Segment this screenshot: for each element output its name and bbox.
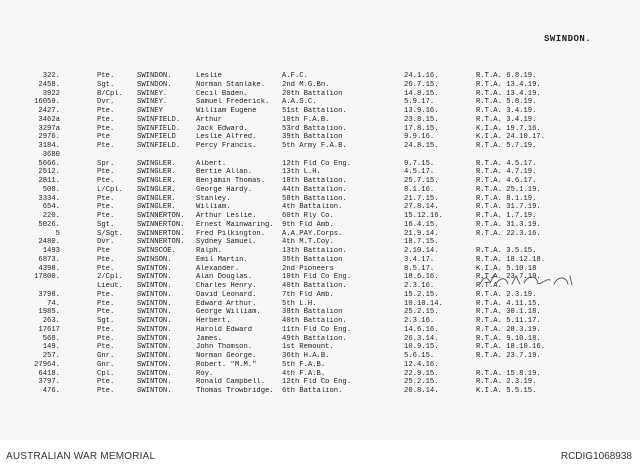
rank-cell: Dvr. (97, 238, 115, 247)
unit-cell: 5th L.H. (282, 299, 317, 308)
given-names-cell: George William. (196, 308, 261, 317)
unit-cell: 4th M.T.Coy. (282, 238, 334, 247)
surname-cell: SWINGLER. (137, 203, 176, 212)
given-names-cell: Percy Francis. (196, 142, 257, 150)
service-number-cell: 654. (42, 203, 60, 212)
enlistment-date-cell: 5.9.17. (404, 98, 435, 107)
service-number-cell: 2976. (38, 133, 60, 142)
surname-cell: SWINTON. (137, 387, 172, 395)
rank-cell: 2/Cpl. (97, 273, 123, 282)
surname-cell: SWINTON. (137, 360, 172, 369)
unit-cell: 9th Fld Amb. (282, 220, 334, 229)
table-row (0, 195, 640, 204)
rank-cell: Pte. (97, 124, 115, 133)
enlistment-date-cell: 25.2.15. (404, 378, 439, 387)
table-row (0, 107, 640, 116)
enlistment-date-cell: 23.8.15. (404, 115, 439, 124)
table-row (0, 378, 640, 387)
service-number-cell: 2811. (38, 177, 60, 185)
rank-cell: Pte. (97, 325, 115, 334)
surname-cell: SWINTON. (137, 325, 172, 334)
fate-cell: R.T.A. 2.3.19. (476, 290, 537, 299)
given-names-cell: Charles Henry. (196, 282, 257, 290)
service-number-cell: 1985. (38, 308, 60, 317)
footer-archive-name: AUSTRALIAN WAR MEMORIAL (6, 451, 156, 462)
surname-cell: SWINGLER. (137, 168, 176, 177)
table-row (0, 203, 640, 212)
surname-cell: SWINNERTON. (137, 220, 185, 229)
unit-cell: A.A.PAY.Corps. (282, 229, 343, 238)
enlistment-date-cell: 15.2.15. (404, 290, 439, 299)
surname-cell: SWINFIELD. (137, 115, 181, 124)
given-names-cell: Herbert. (196, 317, 231, 325)
unit-cell: 10th Fld Co Eng. (282, 273, 352, 282)
given-names-cell: Norman Stanlake. (196, 80, 266, 89)
surname-cell: SWINTON. (137, 317, 172, 325)
unit-cell: 13th Battalion. (282, 247, 347, 255)
service-number-cell: 2480. (38, 238, 60, 247)
table-row (0, 98, 640, 107)
surname-cell: SWINNERTON. (137, 238, 185, 247)
unit-cell: 35th Battalion (282, 255, 343, 264)
fate-cell: R.T.A. 15.8.19. (476, 369, 541, 378)
unit-cell: 60th Rly Co. (282, 212, 334, 220)
table-row (0, 116, 640, 125)
surname-cell: SWINSON. (137, 255, 172, 264)
given-names-cell: Robert. "M.M." (196, 360, 257, 369)
unit-cell: 49th Battalion. (282, 334, 347, 343)
fate-cell: R.T.A. 18.12.18. (476, 255, 546, 264)
fate-cell: R.T.A. 23.7.19. (476, 273, 541, 282)
fate-cell: R.T.A. 13.4.19. (476, 89, 541, 98)
rank-cell: Sgt. (97, 317, 115, 325)
table-row (0, 212, 640, 221)
fate-cell: R.T.A. 5.11.17. (476, 317, 541, 325)
fate-cell: R.T.A. 3.4.19. (476, 107, 537, 115)
rank-cell: Sgt. (97, 80, 115, 89)
table-row (0, 361, 640, 370)
given-names-cell: James. (196, 334, 222, 343)
surname-cell: SWINGLER. (137, 185, 176, 194)
fate-cell: K.I.A. 19.7.16. (476, 124, 541, 133)
surname-cell: SWINTON. (137, 282, 172, 290)
service-number-cell: 5 (55, 229, 60, 238)
rank-cell: Pte. (97, 334, 115, 343)
table-row (0, 317, 640, 326)
rank-cell: B/Cpl. (97, 89, 123, 98)
service-number-cell: 263. (42, 317, 60, 325)
given-names-cell: Fred Pilkington. (196, 229, 266, 238)
enlistment-date-cell: 16.4.15. (404, 220, 439, 229)
given-names-cell: Edward Arthur. (196, 299, 257, 308)
given-names-cell: Cecil Baden. (196, 89, 248, 98)
given-names-cell: Norman George. (196, 352, 257, 360)
service-number-cell: 16059. (34, 98, 60, 107)
enlistment-date-cell: 2.3.16. (404, 317, 435, 325)
unit-cell: 36th H.A.B. (282, 352, 330, 360)
rank-cell: S/Sgt. (97, 229, 123, 238)
rank-cell: Pte. (97, 203, 115, 212)
service-number-cell: 6418. (38, 369, 60, 378)
unit-cell: 38th Battalion (282, 308, 343, 317)
unit-cell: 51st Battalion. (282, 107, 347, 115)
enlistment-date-cell: 2.10.14. (404, 247, 439, 255)
rank-cell: Pte. (97, 343, 115, 352)
unit-cell: 53rd Battalion. (282, 124, 347, 133)
nominal-roll-list (0, 72, 640, 396)
table-row (0, 133, 640, 142)
enlistment-date-cell: 18.7.15. (404, 238, 439, 247)
fate-cell: K.I.A. 24.10.17. (476, 133, 546, 142)
given-names-cell: George Hardy. (196, 185, 253, 194)
fate-cell: R.T.A. (476, 282, 502, 290)
fate-cell: R.T.A. 22.3.16. (476, 229, 541, 238)
rank-cell: Sgt. (97, 220, 115, 229)
fate-cell: R.T.A. 30.1.18. (476, 308, 541, 317)
enlistment-date-cell: 9.9.16. (404, 133, 435, 142)
enlistment-date-cell: 21.7.15. (404, 194, 439, 203)
surname-cell: SWINTON. (137, 369, 172, 378)
service-number-cell: 3462a (38, 115, 60, 124)
enlistment-date-cell: 26.3.14. (404, 334, 439, 343)
enlistment-date-cell: 14.6.16. (404, 325, 439, 334)
given-names-cell: John Thomson. (196, 343, 253, 352)
table-row (0, 81, 640, 90)
table-row (0, 335, 640, 344)
rank-cell: Pte (97, 133, 110, 142)
footer-record-id: RCDIG1068938 (560, 451, 632, 462)
fate-cell: K.I.A. 5.10.18 (476, 264, 537, 273)
fate-cell: R.T.A. 18.10.16. (476, 343, 546, 352)
given-names-cell: Ralph. (196, 247, 222, 255)
service-number-cell: 74. (47, 299, 60, 308)
enlistment-date-cell: 17.8.15. (404, 124, 439, 133)
given-names-cell: Alan Douglas. (196, 273, 253, 282)
service-number-cell: 5666. (38, 159, 60, 168)
unit-cell: 4th F.A.B. (282, 369, 326, 378)
given-names-cell: Benjamin Thomas. (196, 177, 266, 185)
enlistment-date-cell: 9.7.15. (404, 159, 435, 168)
enlistment-date-cell: 12.4.16. (404, 360, 439, 369)
unit-cell: 40th Battalion. (282, 317, 347, 325)
given-names-cell: Ernest Mainwaring. (196, 220, 274, 229)
rank-cell: Pte. (97, 290, 115, 299)
service-number-cell: 6873. (38, 255, 60, 264)
enlistment-date-cell: 3.4.17. (404, 255, 435, 264)
fate-cell: R.T.A. 4.5.17. (476, 159, 537, 168)
rank-cell: Pte. (97, 299, 115, 308)
page-heading: SWINDON. (544, 34, 592, 44)
enlistment-date-cell: 27.8.14. (404, 203, 439, 212)
service-number-cell: 149. (42, 343, 60, 352)
surname-cell: SWINFIELD (137, 133, 176, 142)
service-number-cell: 3798. (38, 290, 60, 299)
given-names-cell: David Leonard. (196, 290, 257, 299)
table-row (0, 72, 640, 81)
fate-cell: R.T.A. 4.7.19. (476, 168, 537, 177)
service-number-cell: 2427. (38, 107, 60, 115)
given-names-cell: Thomas Trowbridge. (196, 387, 274, 395)
rank-cell: Pte. (97, 264, 115, 273)
surname-cell: SWINTON. (137, 308, 172, 317)
rank-cell: Pte. (97, 255, 115, 264)
unit-cell: 4th Battalion. (282, 203, 343, 212)
fate-cell: R.T.A. 28.3.19. (476, 325, 541, 334)
surname-cell: SWINFIELD. (137, 124, 181, 133)
rank-cell: Pte. (97, 177, 115, 185)
table-row (0, 370, 640, 379)
enlistment-date-cell: 22.9.15. (404, 369, 439, 378)
rank-cell: Pte. (97, 194, 115, 203)
unit-cell: 12th Fld Co Eng. (282, 378, 352, 387)
service-number-cell: 1493 (42, 247, 60, 255)
surname-cell: SWINEY. (137, 98, 168, 107)
table-row (0, 230, 640, 239)
service-number-cell: 17617 (38, 325, 60, 334)
given-names-cell: Roy. (196, 369, 214, 378)
rank-cell: L/Cpl. (97, 185, 123, 194)
given-names-cell: Albert. (196, 159, 227, 168)
unit-cell: 58th Battalion. (282, 194, 347, 203)
enlistment-date-cell: 10.10.14. (404, 299, 443, 308)
given-names-cell: Arthur Leslie. (196, 212, 257, 220)
unit-cell: A.A.S.C. (282, 98, 317, 107)
unit-cell: A.F.C. (282, 72, 308, 80)
unit-cell: 11th Fld Co Eng. (282, 325, 352, 334)
rank-cell: Gnr. (97, 352, 115, 360)
enlistment-date-cell: 24.1.16. (404, 72, 439, 80)
table-row (0, 387, 640, 396)
unit-cell: 12th Fld Co Eng. (282, 159, 352, 168)
enlistment-date-cell: 14.8.15. (404, 89, 439, 98)
enlistment-date-cell: 4.5.17. (404, 168, 435, 177)
table-row (0, 151, 640, 160)
fate-cell: R.T.A. 25.1.19. (476, 185, 541, 194)
given-names-cell: William. (196, 203, 231, 212)
fate-cell: R.T.A. 3.5.15. (476, 247, 537, 255)
table-row (0, 300, 640, 309)
service-number-cell: 322. (42, 72, 60, 80)
rank-cell: Pte. (97, 115, 115, 124)
service-number-cell: 4398. (38, 264, 60, 273)
table-row (0, 221, 640, 230)
enlistment-date-cell: 25.2.15. (404, 308, 439, 317)
enlistment-date-cell: 8.5.17. (404, 264, 435, 273)
enlistment-date-cell: 5.6.15. (404, 352, 435, 360)
unit-cell: 44th Battalion. (282, 185, 347, 194)
given-names-cell: Sydney Samuel. (196, 238, 257, 247)
given-names-cell: William Eugene (196, 107, 257, 115)
table-row (0, 90, 640, 99)
service-number-cell: 476. (42, 387, 60, 395)
table-row (0, 142, 640, 151)
surname-cell: SWINGLER. (137, 194, 176, 203)
rank-cell: Pte. (97, 378, 115, 387)
unit-cell: 39th Battalion (282, 133, 343, 142)
fate-cell: R.T.A. 8.1.19. (476, 194, 537, 203)
surname-cell: SWINTON. (137, 299, 172, 308)
surname-cell: SWINDON. (137, 72, 172, 80)
fate-cell: R.T.A. 13.4.19. (476, 80, 541, 89)
table-row (0, 238, 640, 247)
surname-cell: SWINTON. (137, 352, 172, 360)
unit-cell: 2nd M.G.Bn. (282, 80, 330, 89)
surname-cell: SWINTON. (137, 290, 172, 299)
service-number-cell: 508. (42, 185, 60, 194)
fate-cell: R.T.A. 3.4.19. (476, 115, 537, 124)
service-number-cell: 2512. (38, 168, 60, 177)
enlistment-date-cell: 8.1.16. (404, 185, 435, 194)
rank-cell: Pte. (97, 308, 115, 317)
service-number-cell: 3922 (42, 89, 60, 98)
unit-cell: 7th Fld Amb. (282, 290, 334, 299)
fate-cell: R.T.A. 23.7.19. (476, 352, 541, 360)
enlistment-date-cell: 15.12.16. (404, 212, 443, 220)
surname-cell: SWINTON. (137, 273, 172, 282)
service-number-cell: 3184. (38, 142, 60, 150)
enlistment-date-cell: 10.9.15. (404, 343, 439, 352)
fate-cell: R.T.A. 5.7.19. (476, 142, 537, 150)
service-number-cell: 3680 (42, 150, 60, 159)
table-row (0, 256, 640, 265)
service-number-cell: 27964. (34, 360, 60, 369)
surname-cell: SWINGLER. (137, 159, 176, 168)
fate-cell: R.T.A. 9.10.18. (476, 334, 541, 343)
enlistment-date-cell: 24.8.15. (404, 142, 439, 150)
enlistment-date-cell: 13.9.16. (404, 107, 439, 115)
given-names-cell: Ronald Campbell. (196, 378, 266, 387)
surname-cell: SWINDON. (137, 80, 172, 89)
rank-cell: Pte. (97, 72, 115, 80)
fate-cell: R.T.A. 1.7.19. (476, 212, 537, 220)
unit-cell: 5th F.A.B. (282, 360, 326, 369)
given-names-cell: Harold Edward (196, 325, 253, 334)
given-names-cell: Emil Martin. (196, 255, 248, 264)
given-names-cell: Samuel Frederick. (196, 98, 270, 107)
enlistment-date-cell: 20.8.14. (404, 387, 439, 395)
surname-cell: SWINEY (137, 107, 163, 115)
rank-cell: Pte (97, 247, 110, 255)
surname-cell: SWINNERTON. (137, 229, 185, 238)
rank-cell: Lieut. (97, 282, 123, 290)
service-number-cell: 17800. (34, 273, 60, 282)
table-row (0, 326, 640, 335)
surname-cell: SWINTON. (137, 264, 172, 273)
surname-cell: SWINTON. (137, 343, 172, 352)
unit-cell: 2nd Pioneers (282, 264, 334, 273)
table-row (0, 247, 640, 256)
given-names-cell: Bertie Allan. (196, 168, 253, 177)
service-number-cell: 2458. (38, 80, 60, 89)
handwritten-annotation (476, 272, 576, 288)
enlistment-date-cell: 25.7.15. (404, 177, 439, 185)
rank-cell: Pte. (97, 142, 115, 150)
enlistment-date-cell: 26.7.15. (404, 80, 439, 89)
unit-cell: 10th F.A.B. (282, 115, 330, 124)
enlistment-date-cell: 21.9.14. (404, 229, 439, 238)
service-number-cell: 5026. (38, 220, 60, 229)
rank-cell: Spr. (97, 159, 115, 168)
surname-cell: SWINSCOE. (137, 247, 176, 255)
given-names-cell: Stanley. (196, 194, 231, 203)
fate-cell: R.T.A. 31.7.19. (476, 203, 541, 212)
surname-cell: SWINTON. (137, 334, 172, 343)
fate-cell: R.T.A. 4.11.15. (476, 299, 541, 308)
given-names-cell: Alexander. (196, 264, 240, 273)
fate-cell: R.T.A. 4.6.17. (476, 177, 537, 185)
table-row (0, 125, 640, 134)
surname-cell: SWINEY. (137, 89, 168, 98)
service-number-cell: 3297a (38, 124, 60, 133)
unit-cell: 13th L.H. (282, 168, 321, 177)
surname-cell: SWINTON. (137, 378, 172, 387)
table-row (0, 160, 640, 169)
fate-cell: K.I.A. 5.5.15. (476, 387, 537, 395)
fate-cell: R.T.A. 31.3.19. (476, 220, 541, 229)
surname-cell: SWINGLER. (137, 177, 176, 185)
rank-cell: Pte. (97, 212, 115, 220)
rank-cell: Pte. (97, 168, 115, 177)
enlistment-date-cell: 18.6.16. (404, 273, 439, 282)
unit-cell: 40th Battalion. (282, 282, 347, 290)
table-row (0, 168, 640, 177)
rank-cell: Cpl. (97, 369, 115, 378)
fate-cell: R.T.A. 2.3.19. (476, 378, 537, 387)
table-row (0, 352, 640, 361)
service-number-cell: 3797. (38, 378, 60, 387)
surname-cell: SWINNERTON. (137, 212, 185, 220)
rank-cell: Pte. (97, 107, 115, 115)
enlistment-date-cell: 2.3.16. (404, 282, 435, 290)
unit-cell: 20th Battalion (282, 89, 343, 98)
table-row (0, 186, 640, 195)
service-number-cell: 257. (42, 352, 60, 360)
given-names-cell: Jack Edward. (196, 124, 248, 133)
table-row (0, 177, 640, 186)
service-number-cell: 568. (42, 334, 60, 343)
fate-cell: R.T.A. 6.8.19. (476, 72, 537, 80)
service-number-cell: 3334. (38, 194, 60, 203)
service-number-cell: 220. (42, 212, 60, 220)
given-names-cell: Leslie Alfred. (196, 133, 257, 142)
rank-cell: Gnr. (97, 360, 115, 369)
table-row (0, 291, 640, 300)
unit-cell: 5th Army F.A.B. (282, 142, 347, 150)
table-row (0, 343, 640, 352)
rank-cell: Pte. (97, 387, 115, 395)
given-names-cell: Arthur (196, 115, 222, 124)
rank-cell: Dvr. (97, 98, 115, 107)
table-row (0, 308, 640, 317)
given-names-cell: Leslie (196, 72, 222, 80)
unit-cell: 6th Battalion. (282, 387, 343, 395)
surname-cell: SWINFIELD. (137, 142, 181, 150)
unit-cell: 1st Remount. (282, 343, 334, 352)
unit-cell: 18th Battalion. (282, 177, 347, 185)
fate-cell: R.T.A. 5.8.19. (476, 98, 537, 107)
